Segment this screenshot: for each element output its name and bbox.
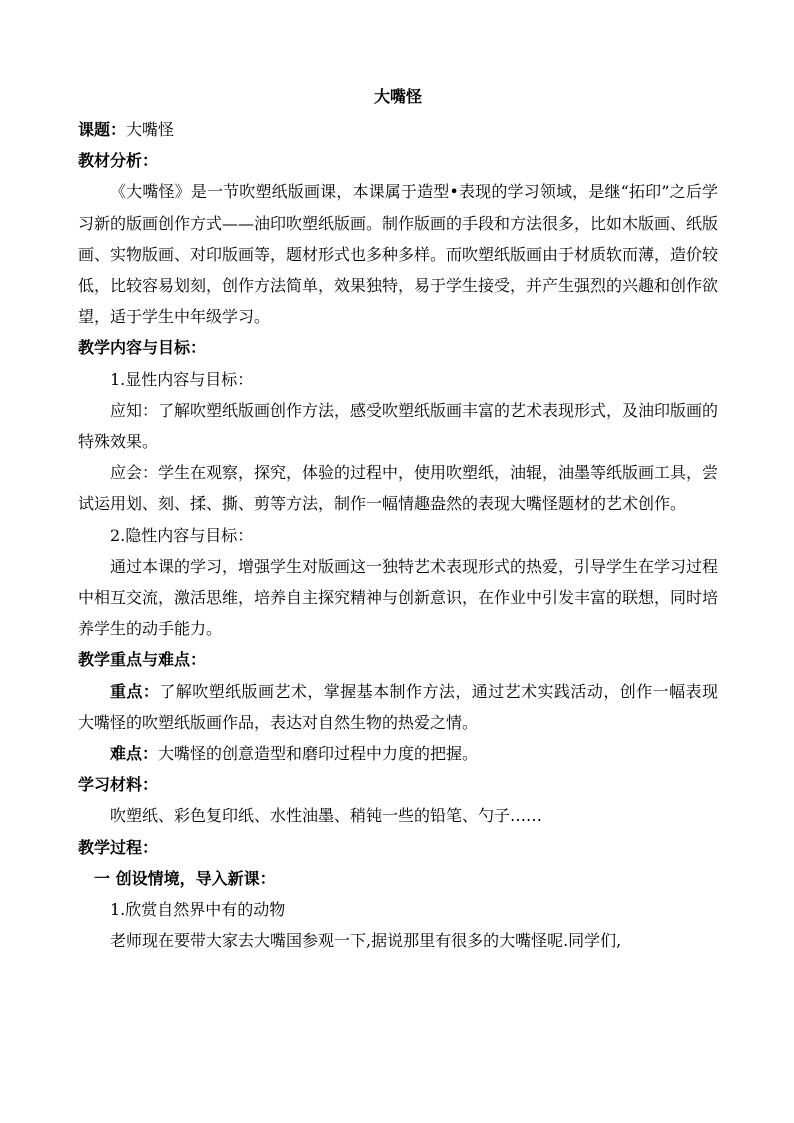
key-paragraph — [78, 676, 718, 738]
difficulty-paragraph — [78, 738, 718, 769]
difficulty-text: 大嘴怪的创意造型和磨印过程中力度的把握。 — [158, 744, 479, 764]
can-paragraph: 应会：学生在观察，探究，体验的过程中，使用吹塑纸，油辊，油墨等纸版画工具，尝试运用划、刻、揉、撕、剪等方法，制作一幅情趣盎然的表现大嘴怪题材的艺术创作。 — [78, 463, 719, 514]
key-text: 了解吹塑纸版画艺术，掌握基本制作方法，通过艺术实践活动，创作一幅表现大嘴怪的吹塑纸版画作品，表达对自然生物的热爱之情。 — [78, 681, 718, 732]
analysis-paragraph: 《大嘴怪》是一节吹塑纸版画课，本课属于造型•表现的学习领域，是继“拓印”之后学习新的版画创作方式——油印吹塑纸版画。制作版画的手段和方法很多，比如木版画、纸版画、实物版画、对印版画等，题材形式也多种多样。而吹塑纸版画由于材质软而薄，造价较低，比较容易划刻，创作方法简单，效果独特，易于学生接受，并产生强烈的兴趣和创作欲望，适于学生中年级学习。 — [78, 182, 719, 327]
topic-label: 课题： — [78, 120, 127, 139]
implicit-heading: 2.隐性内容与目标： — [110, 525, 254, 545]
analysis-heading: 教材分析： — [78, 151, 159, 171]
process-heading: 教学过程： — [78, 837, 159, 857]
step1-text: 老师现在要带大家去大嘴国参观一下,据说那里有很多的大嘴怪呢.同学们, — [110, 931, 622, 951]
know-paragraph: 应知：了解吹塑纸版画创作方法，感受吹塑纸版画丰富的艺术表现形式，及油印版画的特殊效果。 — [78, 400, 719, 452]
difficulty-label: 难点： — [110, 744, 159, 764]
materials-text: 吹塑纸、彩色复印纸、水性油墨、稍钝一些的铅笔、勺子…… — [110, 806, 543, 826]
topic-line — [78, 114, 718, 145]
step1-heading: 一 创设情境，导入新课： — [94, 868, 276, 888]
document-content — [78, 86, 718, 956]
explicit-heading: 1.显性内容与目标： — [110, 369, 254, 389]
materials-heading: 学习材料： — [78, 775, 159, 795]
step1-subheading: 1.欣赏自然界中有的动物 — [110, 900, 286, 920]
implicit-paragraph: 通过本课的学习，增强学生对版画这一独特艺术表现形式的热爱，引导学生在学习过程中相互交流，激活思维，培养自主探究精神与创新意识，在作业中引发丰富的联想，同时培养学生的动手能力。 — [78, 556, 719, 639]
content-heading: 教学内容与目标： — [78, 338, 207, 358]
key-label: 重点： — [110, 681, 160, 701]
document-title: 大嘴怪 — [373, 87, 422, 106]
topic-value: 大嘴怪 — [126, 120, 175, 139]
key-heading: 教学重点与难点： — [78, 650, 207, 670]
